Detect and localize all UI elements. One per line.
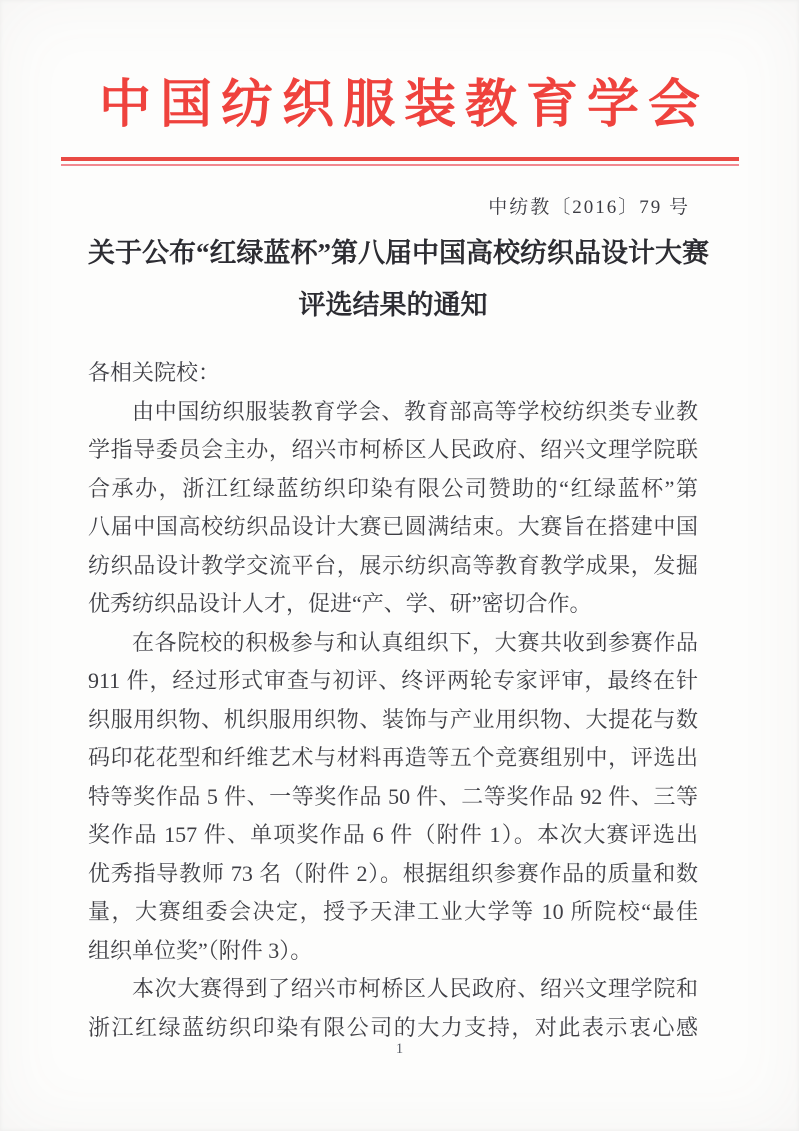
body-text-line: 特等奖作品 5 件、一等奖作品 50 件、二等奖作品 92 件、三等 [88, 783, 698, 809]
body-text-line: 量，大赛组委会决定，授予天津工业大学等 10 所院校“最佳 [88, 899, 698, 924]
letterhead-divider-rule [61, 157, 739, 166]
body-text-line: 织服用织物、机织服用织物、装饰与产业用织物、大提花与数 [88, 706, 698, 732]
letterhead-org-name: 中国纺织服装教育学会 [98, 77, 709, 134]
body-text-line: 在各院校的积极参与和认真组织下，大赛共收到参赛作品 [132, 629, 698, 655]
document-content [88, 197, 709, 1047]
body-text-line: 学指导委员会主办，绍兴市柯桥区人民政府、绍兴文理学院联 [88, 437, 698, 462]
body-paragraphs [88, 393, 698, 1048]
body-text-line: 奖作品 157 件、单项奖作品 6 件（附件 1）。本次大赛评选出 [88, 822, 698, 847]
document-body [88, 354, 698, 1047]
document-number: 中纺教〔2016〕79 号 [488, 197, 690, 218]
divider-thin-line [61, 164, 739, 166]
body-text-line: 组织单位奖”（附件 3）。 [88, 937, 313, 963]
body-text-line: 纺织品设计教学交流平台，展示纺织高等教育教学成果，发掘 [88, 552, 698, 578]
salutation: 各相关院校： [88, 360, 221, 385]
body-text-line: 浙江红绿蓝纺织印染有限公司的大力支持，对此表示衷心感 [88, 1014, 698, 1040]
divider-thick-line [61, 157, 739, 161]
body-text-line: 由中国纺织服装教育学会、教育部高等学校纺织类专业教 [132, 398, 698, 424]
document-title-line1: 关于公布“红绿蓝杯”第八届中国高校纺织品设计大赛 [88, 238, 709, 268]
body-text-line: 本次大赛得到了绍兴市柯桥区人民政府、绍兴文理学院和 [132, 976, 698, 1001]
document-title-line2: 评选结果的通知 [298, 290, 488, 320]
body-text-line: 优秀指导教师 73 名（附件 2）。根据组织参赛作品的质量和数 [88, 860, 698, 886]
body-text-line: 合承办，浙江红绿蓝纺织印染有限公司赞助的“红绿蓝杯”第 [88, 475, 698, 501]
body-text-line: 优秀纺织品设计人才，促进“产、学、研”密切合作。 [88, 591, 592, 616]
page-number: 1 [395, 1041, 404, 1057]
body-text-line: 911 件，经过形式审查与初评、终评两轮专家评审，最终在针 [88, 668, 698, 693]
body-text-line: 码印花花型和纤维艺术与材料再造等五个竞赛组别中，评选出 [88, 745, 698, 770]
body-text-line: 八届中国高校纺织品设计大赛已圆满结束。大赛旨在搭建中国 [88, 514, 698, 539]
document-title [88, 227, 709, 331]
